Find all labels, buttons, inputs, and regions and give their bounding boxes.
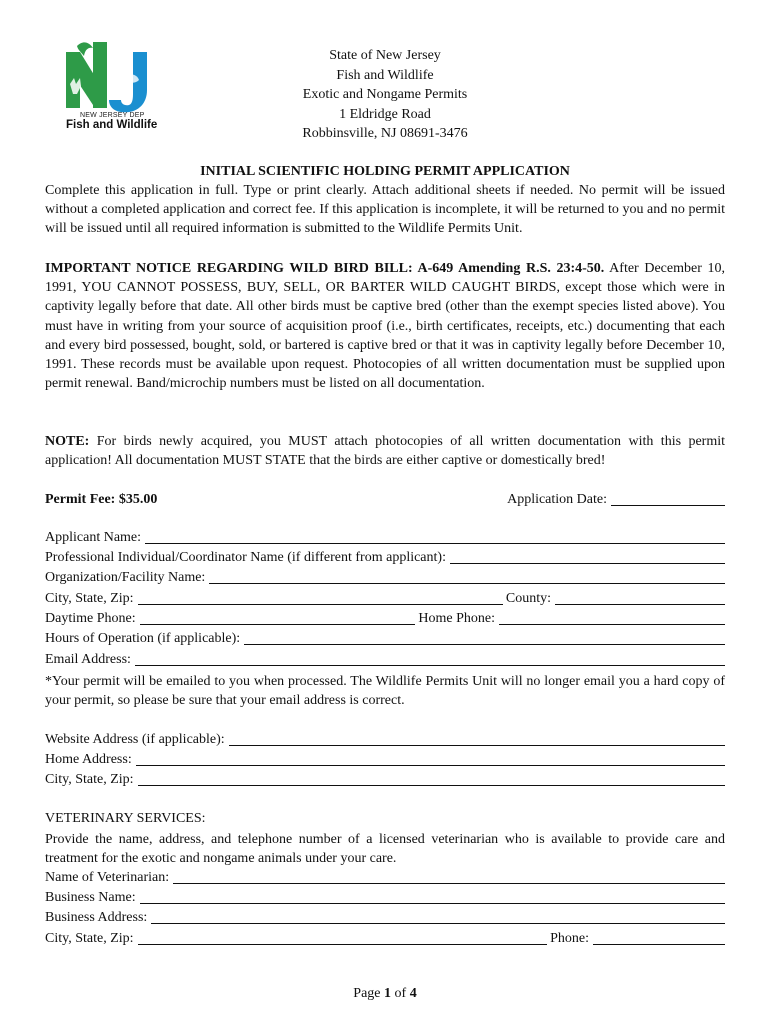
application-date-field: [507, 490, 725, 509]
organization-input-line[interactable]: [209, 569, 725, 584]
bird-notice-paragraph: [45, 259, 725, 393]
vet-city-phone-row: [45, 929, 725, 948]
website-input-line[interactable]: [229, 731, 725, 746]
agency-address: [230, 46, 540, 144]
vet-business-name-row: [45, 888, 725, 907]
city-state-zip-label: City, State, Zip:: [45, 591, 134, 606]
vet-business-name-input-line[interactable]: [140, 889, 725, 904]
hours-label: Hours of Operation (if applicable):: [45, 631, 241, 646]
home-phone-label: Home Phone:: [418, 611, 495, 626]
hours-row: [45, 629, 725, 648]
phone-row: [45, 609, 725, 628]
page-prefix: Page: [353, 986, 385, 1001]
home-address-row: [45, 750, 725, 769]
city-state-zip-input-line[interactable]: [138, 590, 503, 605]
county-label: County:: [505, 591, 551, 606]
permit-fee: Permit Fee: $35.00: [45, 492, 158, 507]
email-label: Email Address:: [45, 652, 131, 667]
organization-label: Organization/Facility Name:: [45, 570, 206, 585]
logo-small-text: NEW JERSEY DEP: [80, 112, 145, 119]
vet-city-label: City, State, Zip:: [45, 931, 134, 946]
page-total: 4: [409, 986, 417, 1001]
note-body: For birds newly acquired, you MUST attach photocopies of all written documentation with this permit application! All documentation MUST STATE that the birds are either captive or domestically bred!: [45, 434, 725, 469]
home-address-input-line[interactable]: [136, 751, 725, 766]
daytime-phone-input-line[interactable]: [140, 610, 416, 625]
logo-big-text: Fish and Wildlife: [66, 119, 158, 131]
page-mid: of: [391, 986, 410, 1001]
applicant-name-row: [45, 528, 725, 547]
vet-name-label: Name of Veterinarian:: [45, 870, 170, 885]
email-note: *Your permit will be emailed to you when processed. The Wildlife Permits Unit will no longer email you a hard copy of your permit, so please be sure that your email address is correct.: [45, 674, 725, 709]
page-number: 1: [384, 986, 392, 1001]
city-county-row: [45, 589, 725, 608]
applicant-name-input-line[interactable]: [145, 529, 725, 544]
vet-phone-input-line[interactable]: [593, 930, 725, 945]
note-paragraph: [45, 432, 725, 470]
professional-name-label: Professional Individual/Coordinator Name (if different from applicant):: [45, 550, 446, 565]
home-address-label: Home Address:: [45, 752, 132, 767]
application-date-input-line[interactable]: [611, 491, 725, 506]
vet-instructions: Provide the name, address, and telephone number of a licensed veterinarian who is available to provide care and treatment for the exotic and nongame animals under your care.: [45, 832, 725, 867]
nj-logo-icon: [63, 38, 163, 118]
intro-paragraph: Complete this application in full. Type or print clearly. Attach additional sheets if needed. No permit will be issued without a completed application and correct fee. If this application is incomplete, it will be returned to you and no permit will be issued until all required information is submitted to the Wildlife Permits Unit.: [45, 183, 725, 237]
daytime-phone-label: Daytime Phone:: [45, 611, 136, 626]
professional-name-input-line[interactable]: [450, 549, 725, 564]
page-footer: [0, 984, 770, 1003]
home-city-label: City, State, Zip:: [45, 772, 134, 787]
website-row: [45, 730, 725, 749]
vet-business-name-label: Business Name:: [45, 890, 136, 905]
vet-heading: VETERINARY SERVICES:: [45, 811, 206, 826]
note-label: NOTE:: [45, 434, 90, 449]
vet-business-address-input-line[interactable]: [151, 909, 725, 924]
home-city-row: [45, 770, 725, 789]
application-date-label: Application Date:: [507, 492, 607, 507]
address-line: Robbinsville, NJ 08691-3476: [302, 126, 468, 142]
home-phone-input-line[interactable]: [499, 610, 725, 625]
address-line: 1 Eldridge Road: [339, 106, 431, 122]
vet-name-input-line[interactable]: [173, 869, 725, 884]
document-title: INITIAL SCIENTIFIC HOLDING PERMIT APPLICATION: [200, 164, 570, 179]
bird-notice-heading: IMPORTANT NOTICE REGARDING WILD BIRD BILL: A-649 Amending R.S. 23:4-50.: [45, 261, 605, 276]
fee-row: [45, 490, 725, 510]
home-city-input-line[interactable]: [138, 771, 725, 786]
vet-phone-label: Phone:: [550, 931, 589, 946]
bird-notice-body: After December 10, 1991, YOU CANNOT POSSESS, BUY, SELL, OR BARTER WILD CAUGHT BIRDS, except those which were in captivity legally before that date. All other birds must be captive bred (other than the exempt species listed above). You must have in writing from your source of acquisition proof (i.e., birth certificates, receipts, etc.) documenting that each and every bird possessed, bought, sold, or bartered is captive bred or that it was in captivity legally before December 10, 1991. These records must be available upon request. Photocopies of all written documentation must be supplied upon permit renewal. Band/microchip numbers must be listed on all documentation.: [45, 261, 725, 392]
vet-business-address-row: [45, 908, 725, 927]
county-input-line[interactable]: [555, 590, 725, 605]
email-input-line[interactable]: [135, 651, 725, 666]
professional-name-row: [45, 548, 725, 567]
email-row: [45, 650, 725, 669]
organization-row: [45, 568, 725, 587]
applicant-name-label: Applicant Name:: [45, 530, 142, 545]
nj-fish-wildlife-logo: [63, 38, 163, 130]
vet-heading-row: [45, 809, 725, 828]
website-label: Website Address (if applicable):: [45, 732, 225, 747]
vet-name-row: [45, 868, 725, 887]
vet-city-input-line[interactable]: [138, 930, 548, 945]
address-line: State of New Jersey: [329, 48, 441, 63]
vet-business-address-label: Business Address:: [45, 910, 148, 925]
address-line: Exotic and Nongame Permits: [302, 87, 468, 103]
hours-input-line[interactable]: [244, 630, 725, 645]
address-line: Fish and Wildlife: [336, 67, 434, 83]
